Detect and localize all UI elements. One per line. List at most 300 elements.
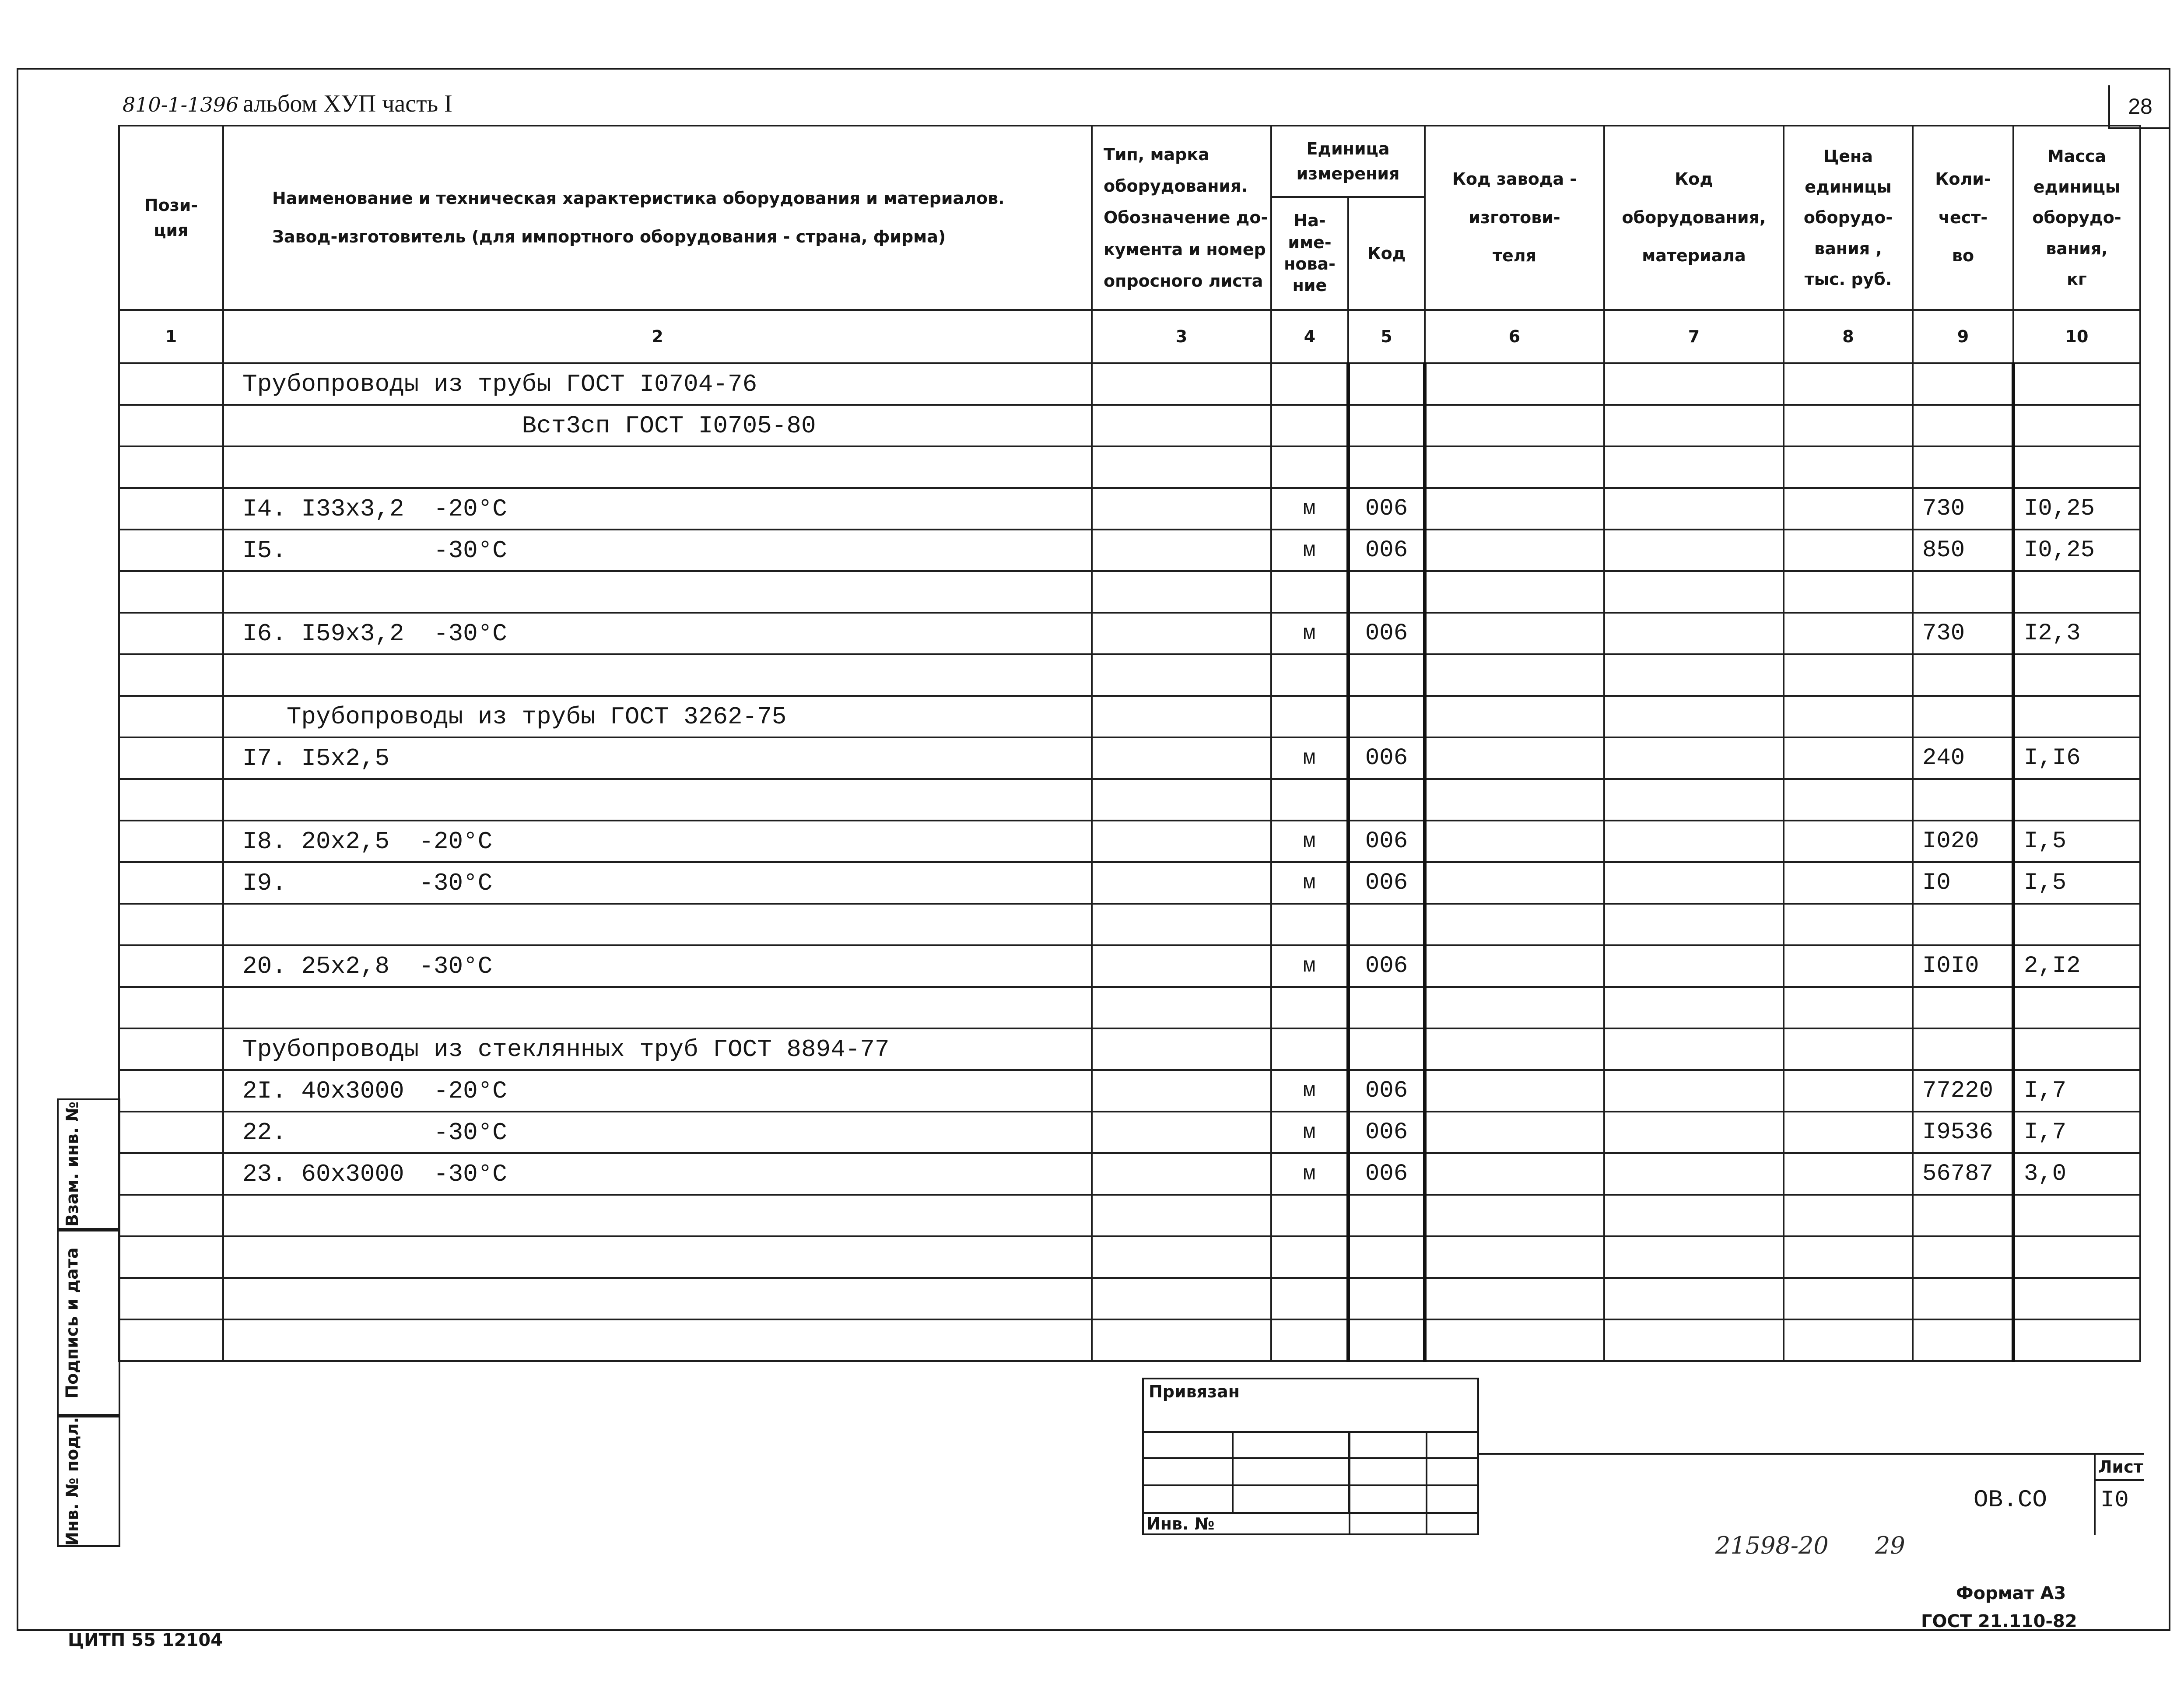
empty-cell — [1604, 696, 1784, 737]
format-label: Формат А3 — [1956, 1583, 2066, 1603]
quantity — [1913, 446, 2013, 488]
empty-cell — [1784, 779, 1913, 821]
empty-cell — [119, 1153, 223, 1195]
empty-cell — [119, 363, 223, 405]
empty-cell — [1092, 987, 1271, 1028]
empty-cell — [1425, 446, 1604, 488]
sheet-number: I0 — [2100, 1487, 2129, 1514]
empty-cell — [1425, 1278, 1604, 1319]
empty-cell — [1425, 696, 1604, 737]
unit-name: м — [1271, 1112, 1348, 1153]
item-name: I9. -30°С — [223, 862, 1092, 904]
unit-code: 006 — [1348, 613, 1425, 654]
header-name: Наименование и техническая характеристика оборудования и материалов. Завод-изготовитель (для импортного оборудования - страна, фирма) — [223, 126, 1092, 310]
empty-cell — [1092, 737, 1271, 779]
header-price: Цена единицы оборудо- вания , тыс. руб. — [1784, 126, 1913, 310]
album-code: 810-1-1396 — [123, 93, 239, 116]
quantity: 56787 — [1913, 1153, 2013, 1195]
empty-cell — [119, 862, 223, 904]
unit-mass — [2013, 696, 2140, 737]
unit-name: м — [1271, 530, 1348, 571]
empty-cell — [1604, 613, 1784, 654]
table-row — [119, 1028, 2140, 1070]
unit-name — [1271, 1195, 1348, 1236]
unit-mass — [2013, 779, 2140, 821]
empty-cell — [1425, 363, 1604, 405]
empty-cell — [1784, 405, 1913, 446]
empty-cell — [1784, 1028, 1913, 1070]
header-mass: Масса единицы оборудо- вания, кг — [2013, 126, 2140, 310]
table-row — [119, 821, 2140, 862]
empty-cell — [1604, 945, 1784, 987]
unit-name — [1271, 779, 1348, 821]
empty-cell — [1784, 1195, 1913, 1236]
empty-cell — [1784, 1278, 1913, 1319]
unit-code — [1348, 987, 1425, 1028]
empty-cell — [1092, 1028, 1271, 1070]
empty-cell — [1092, 1319, 1271, 1361]
empty-cell — [1784, 530, 1913, 571]
unit-name: м — [1271, 821, 1348, 862]
empty-cell — [1425, 613, 1604, 654]
unit-mass: I,7 — [2013, 1070, 2140, 1112]
empty-cell — [119, 405, 223, 446]
quantity — [1913, 987, 2013, 1028]
quantity: I9536 — [1913, 1112, 2013, 1153]
item-name — [223, 571, 1092, 613]
empty-cell — [1784, 613, 1913, 654]
empty-cell — [1604, 405, 1784, 446]
column-number: 9 — [1913, 310, 2013, 363]
header-equipment-code: Код оборудования, материала — [1604, 126, 1784, 310]
empty-cell — [1604, 1112, 1784, 1153]
empty-cell — [1784, 904, 1913, 945]
empty-cell — [119, 737, 223, 779]
handwritten-page: 29 — [1875, 1532, 1905, 1559]
unit-code — [1348, 363, 1425, 405]
quantity — [1913, 571, 2013, 613]
table-row — [119, 862, 2140, 904]
table-row — [119, 1070, 2140, 1112]
empty-cell — [1092, 405, 1271, 446]
unit-name: м — [1271, 613, 1348, 654]
unit-mass — [2013, 904, 2140, 945]
unit-name: м — [1271, 945, 1348, 987]
unit-name — [1271, 1236, 1348, 1278]
unit-code — [1348, 1195, 1425, 1236]
quantity: 240 — [1913, 737, 2013, 779]
unit-code: 006 — [1348, 530, 1425, 571]
empty-cell — [1425, 488, 1604, 530]
page-number: 28 — [2108, 85, 2170, 129]
empty-cell — [1604, 1153, 1784, 1195]
table-row — [119, 1278, 2140, 1319]
header-quantity: Коли- чест- во — [1913, 126, 2013, 310]
quantity — [1913, 1236, 2013, 1278]
unit-code — [1348, 1278, 1425, 1319]
column-number: 5 — [1348, 310, 1425, 363]
column-number: 6 — [1425, 310, 1604, 363]
empty-cell — [1784, 862, 1913, 904]
empty-cell — [1425, 779, 1604, 821]
empty-cell — [119, 654, 223, 696]
empty-cell — [1425, 405, 1604, 446]
empty-cell — [1604, 904, 1784, 945]
header-unit-name: На- име- нова- ние — [1271, 197, 1348, 310]
empty-cell — [1092, 821, 1271, 862]
unit-mass — [2013, 363, 2140, 405]
side-approval-strip — [57, 1098, 120, 1547]
label-inv-podl: Инв. № подл. — [63, 1417, 82, 1546]
item-name: Вст3сп ГОСТ I0705-80 — [223, 405, 1092, 446]
empty-cell — [1092, 488, 1271, 530]
empty-cell — [1092, 654, 1271, 696]
table-row — [119, 696, 2140, 737]
empty-cell — [1092, 1070, 1271, 1112]
empty-cell — [119, 1028, 223, 1070]
empty-cell — [1784, 1070, 1913, 1112]
unit-code: 006 — [1348, 488, 1425, 530]
empty-cell — [119, 571, 223, 613]
quantity: 730 — [1913, 488, 2013, 530]
table-row — [119, 904, 2140, 945]
item-name — [223, 654, 1092, 696]
empty-cell — [119, 904, 223, 945]
item-name: 22. -30°С — [223, 1112, 1092, 1153]
empty-cell — [1784, 488, 1913, 530]
empty-cell — [1604, 488, 1784, 530]
empty-cell — [1784, 1153, 1913, 1195]
unit-mass: I,I6 — [2013, 737, 2140, 779]
unit-mass: I2,3 — [2013, 613, 2140, 654]
unit-mass — [2013, 446, 2140, 488]
unit-mass — [2013, 654, 2140, 696]
item-name: I5. -30°С — [223, 530, 1092, 571]
empty-cell — [119, 945, 223, 987]
unit-code — [1348, 1028, 1425, 1070]
item-name: I4. I33х3,2 -20°С — [223, 488, 1092, 530]
table-row — [119, 405, 2140, 446]
empty-cell — [1604, 446, 1784, 488]
item-name — [223, 1236, 1092, 1278]
empty-cell — [1784, 571, 1913, 613]
unit-name: м — [1271, 862, 1348, 904]
empty-cell — [119, 1236, 223, 1278]
quantity — [1913, 405, 2013, 446]
unit-code: 006 — [1348, 737, 1425, 779]
unit-mass: I,5 — [2013, 862, 2140, 904]
unit-code: 006 — [1348, 1112, 1425, 1153]
unit-mass — [2013, 1319, 2140, 1361]
empty-cell — [1784, 821, 1913, 862]
unit-name — [1271, 904, 1348, 945]
unit-mass — [2013, 571, 2140, 613]
empty-cell — [1092, 862, 1271, 904]
empty-cell — [1425, 862, 1604, 904]
empty-cell — [1092, 446, 1271, 488]
empty-cell — [1784, 945, 1913, 987]
empty-cell — [119, 1112, 223, 1153]
empty-cell — [1092, 613, 1271, 654]
item-name — [223, 446, 1092, 488]
table-row — [119, 571, 2140, 613]
column-number: 4 — [1271, 310, 1348, 363]
empty-cell — [1604, 530, 1784, 571]
empty-cell — [1425, 821, 1604, 862]
empty-cell — [1425, 530, 1604, 571]
empty-cell — [1092, 1112, 1271, 1153]
empty-cell — [119, 779, 223, 821]
empty-cell — [119, 987, 223, 1028]
empty-cell — [1604, 779, 1784, 821]
header-type: Тип, марка оборудования. Обозначение до- кумента и номер опросного листа — [1092, 126, 1271, 310]
empty-cell — [1425, 1319, 1604, 1361]
empty-cell — [1425, 904, 1604, 945]
unit-mass: I,5 — [2013, 821, 2140, 862]
empty-cell — [119, 696, 223, 737]
item-name: 2I. 40х3000 -20°С — [223, 1070, 1092, 1112]
table-row — [119, 779, 2140, 821]
unit-code — [1348, 696, 1425, 737]
item-name — [223, 1195, 1092, 1236]
unit-mass — [2013, 1195, 2140, 1236]
empty-cell — [1092, 530, 1271, 571]
item-name — [223, 1319, 1092, 1361]
empty-cell — [1784, 446, 1913, 488]
item-name: I6. I59х3,2 -30°С — [223, 613, 1092, 654]
quantity — [1913, 696, 2013, 737]
table-row — [119, 446, 2140, 488]
quantity — [1913, 1319, 2013, 1361]
empty-cell — [1604, 1278, 1784, 1319]
quantity — [1913, 1028, 2013, 1070]
unit-name: м — [1271, 1070, 1348, 1112]
empty-cell — [1425, 1028, 1604, 1070]
empty-cell — [1784, 1236, 1913, 1278]
specification-table — [118, 125, 2141, 1362]
table-row — [119, 1153, 2140, 1195]
label-inv-no: Инв. № — [1146, 1514, 1215, 1533]
empty-cell — [1092, 904, 1271, 945]
empty-cell — [1092, 779, 1271, 821]
unit-code — [1348, 654, 1425, 696]
item-name: 20. 25х2,8 -30°С — [223, 945, 1092, 987]
document-code: ОВ.СО — [1974, 1486, 2047, 1514]
column-number: 10 — [2013, 310, 2140, 363]
unit-code — [1348, 446, 1425, 488]
empty-cell — [119, 1070, 223, 1112]
column-number: 3 — [1092, 310, 1271, 363]
unit-name — [1271, 446, 1348, 488]
item-name: 23. 60х3000 -30°С — [223, 1153, 1092, 1195]
unit-name — [1271, 363, 1348, 405]
empty-cell — [1092, 363, 1271, 405]
table-row — [119, 1319, 2140, 1361]
header-position: Пози- ция — [119, 126, 223, 310]
quantity — [1913, 779, 2013, 821]
unit-code: 006 — [1348, 1153, 1425, 1195]
empty-cell — [119, 530, 223, 571]
quantity: 77220 — [1913, 1070, 2013, 1112]
unit-name: м — [1271, 737, 1348, 779]
empty-cell — [1604, 571, 1784, 613]
quantity: 730 — [1913, 613, 2013, 654]
unit-name — [1271, 1319, 1348, 1361]
unit-code: 006 — [1348, 1070, 1425, 1112]
unit-code: 006 — [1348, 945, 1425, 987]
empty-cell — [1092, 571, 1271, 613]
quantity — [1913, 363, 2013, 405]
empty-cell — [1092, 1278, 1271, 1319]
empty-cell — [1425, 1236, 1604, 1278]
unit-name: м — [1271, 1153, 1348, 1195]
empty-cell — [1092, 1153, 1271, 1195]
table-row — [119, 488, 2140, 530]
empty-cell — [1425, 571, 1604, 613]
label-podpis-data: Подпись и дата — [63, 1247, 82, 1399]
empty-cell — [119, 1319, 223, 1361]
empty-cell — [1604, 1236, 1784, 1278]
unit-name — [1271, 654, 1348, 696]
unit-mass: I0,25 — [2013, 488, 2140, 530]
empty-cell — [1784, 737, 1913, 779]
quantity: I020 — [1913, 821, 2013, 862]
unit-code: 006 — [1348, 862, 1425, 904]
empty-cell — [119, 1278, 223, 1319]
empty-cell — [119, 446, 223, 488]
unit-name — [1271, 405, 1348, 446]
table-row — [119, 1112, 2140, 1153]
column-number: 2 — [223, 310, 1092, 363]
table-row — [119, 613, 2140, 654]
empty-cell — [1425, 945, 1604, 987]
empty-cell — [1604, 1195, 1784, 1236]
table-row — [119, 945, 2140, 987]
empty-cell — [1784, 987, 1913, 1028]
printer-code: ЦИТП 55 12104 — [68, 1630, 223, 1650]
item-name — [223, 1278, 1092, 1319]
empty-cell — [1604, 862, 1784, 904]
item-name — [223, 987, 1092, 1028]
item-name — [223, 904, 1092, 945]
unit-mass: I0,25 — [2013, 530, 2140, 571]
unit-mass: I,7 — [2013, 1112, 2140, 1153]
unit-mass: 2,I2 — [2013, 945, 2140, 987]
empty-cell — [119, 613, 223, 654]
header-unit-code: Код — [1348, 197, 1425, 310]
table-row — [119, 987, 2140, 1028]
quantity: I0I0 — [1913, 945, 2013, 987]
empty-cell — [119, 1195, 223, 1236]
unit-name — [1271, 1278, 1348, 1319]
unit-mass — [2013, 1236, 2140, 1278]
empty-cell — [1425, 1195, 1604, 1236]
quantity — [1913, 1195, 2013, 1236]
header-factory-code: Код завода - изготови- теля — [1425, 126, 1604, 310]
column-number: 8 — [1784, 310, 1913, 363]
empty-cell — [1092, 1195, 1271, 1236]
empty-cell — [1604, 1070, 1784, 1112]
table-row — [119, 1236, 2140, 1278]
empty-cell — [1092, 1236, 1271, 1278]
unit-name — [1271, 696, 1348, 737]
empty-cell — [1604, 821, 1784, 862]
table-row — [119, 737, 2140, 779]
unit-name — [1271, 1028, 1348, 1070]
quantity — [1913, 904, 2013, 945]
empty-cell — [1425, 737, 1604, 779]
unit-code — [1348, 1236, 1425, 1278]
empty-cell — [1092, 696, 1271, 737]
unit-code — [1348, 904, 1425, 945]
quantity — [1913, 654, 2013, 696]
header-unit-group: Единица измерения — [1271, 126, 1425, 197]
empty-cell — [1425, 1070, 1604, 1112]
label-vzam-inv: Взам. инв. № — [63, 1102, 82, 1227]
item-name: I8. 20х2,5 -20°С — [223, 821, 1092, 862]
table-row — [119, 1195, 2140, 1236]
unit-mass — [2013, 405, 2140, 446]
empty-cell — [119, 821, 223, 862]
table-row — [119, 654, 2140, 696]
unit-mass — [2013, 1278, 2140, 1319]
standard-label: ГОСТ 21.110-82 — [1921, 1611, 2077, 1631]
column-number: 7 — [1604, 310, 1784, 363]
table-row — [119, 530, 2140, 571]
label-privyazan: Привязан — [1149, 1382, 1240, 1401]
quantity — [1913, 1278, 2013, 1319]
unit-code — [1348, 405, 1425, 446]
album-title: альбом ХУП часть I — [243, 90, 452, 117]
empty-cell — [1604, 363, 1784, 405]
empty-cell — [1784, 1112, 1913, 1153]
quantity: I0 — [1913, 862, 2013, 904]
empty-cell — [1425, 1112, 1604, 1153]
unit-code — [1348, 571, 1425, 613]
label-sheet: Лист — [2098, 1457, 2143, 1477]
item-name: I7. I5х2,5 — [223, 737, 1092, 779]
empty-cell — [1092, 945, 1271, 987]
unit-code: 006 — [1348, 821, 1425, 862]
empty-cell — [1784, 1319, 1913, 1361]
item-name: Трубопроводы из трубы ГОСТ 3262-75 — [223, 696, 1092, 737]
item-name — [223, 779, 1092, 821]
unit-name: м — [1271, 488, 1348, 530]
unit-mass — [2013, 1028, 2140, 1070]
unit-mass — [2013, 987, 2140, 1028]
unit-name — [1271, 987, 1348, 1028]
empty-cell — [119, 488, 223, 530]
empty-cell — [1425, 1153, 1604, 1195]
empty-cell — [1784, 363, 1913, 405]
item-name: Трубопроводы из трубы ГОСТ I0704-76 — [223, 363, 1092, 405]
empty-cell — [1604, 737, 1784, 779]
unit-code — [1348, 779, 1425, 821]
unit-name — [1271, 571, 1348, 613]
unit-mass: 3,0 — [2013, 1153, 2140, 1195]
handwritten-number: 21598-20 — [1715, 1532, 1829, 1559]
quantity: 850 — [1913, 530, 2013, 571]
empty-cell — [1604, 1319, 1784, 1361]
empty-cell — [1604, 1028, 1784, 1070]
empty-cell — [1604, 987, 1784, 1028]
empty-cell — [1425, 654, 1604, 696]
column-number: 1 — [119, 310, 223, 363]
table-row — [119, 363, 2140, 405]
unit-code — [1348, 1319, 1425, 1361]
empty-cell — [1604, 654, 1784, 696]
empty-cell — [1784, 696, 1913, 737]
